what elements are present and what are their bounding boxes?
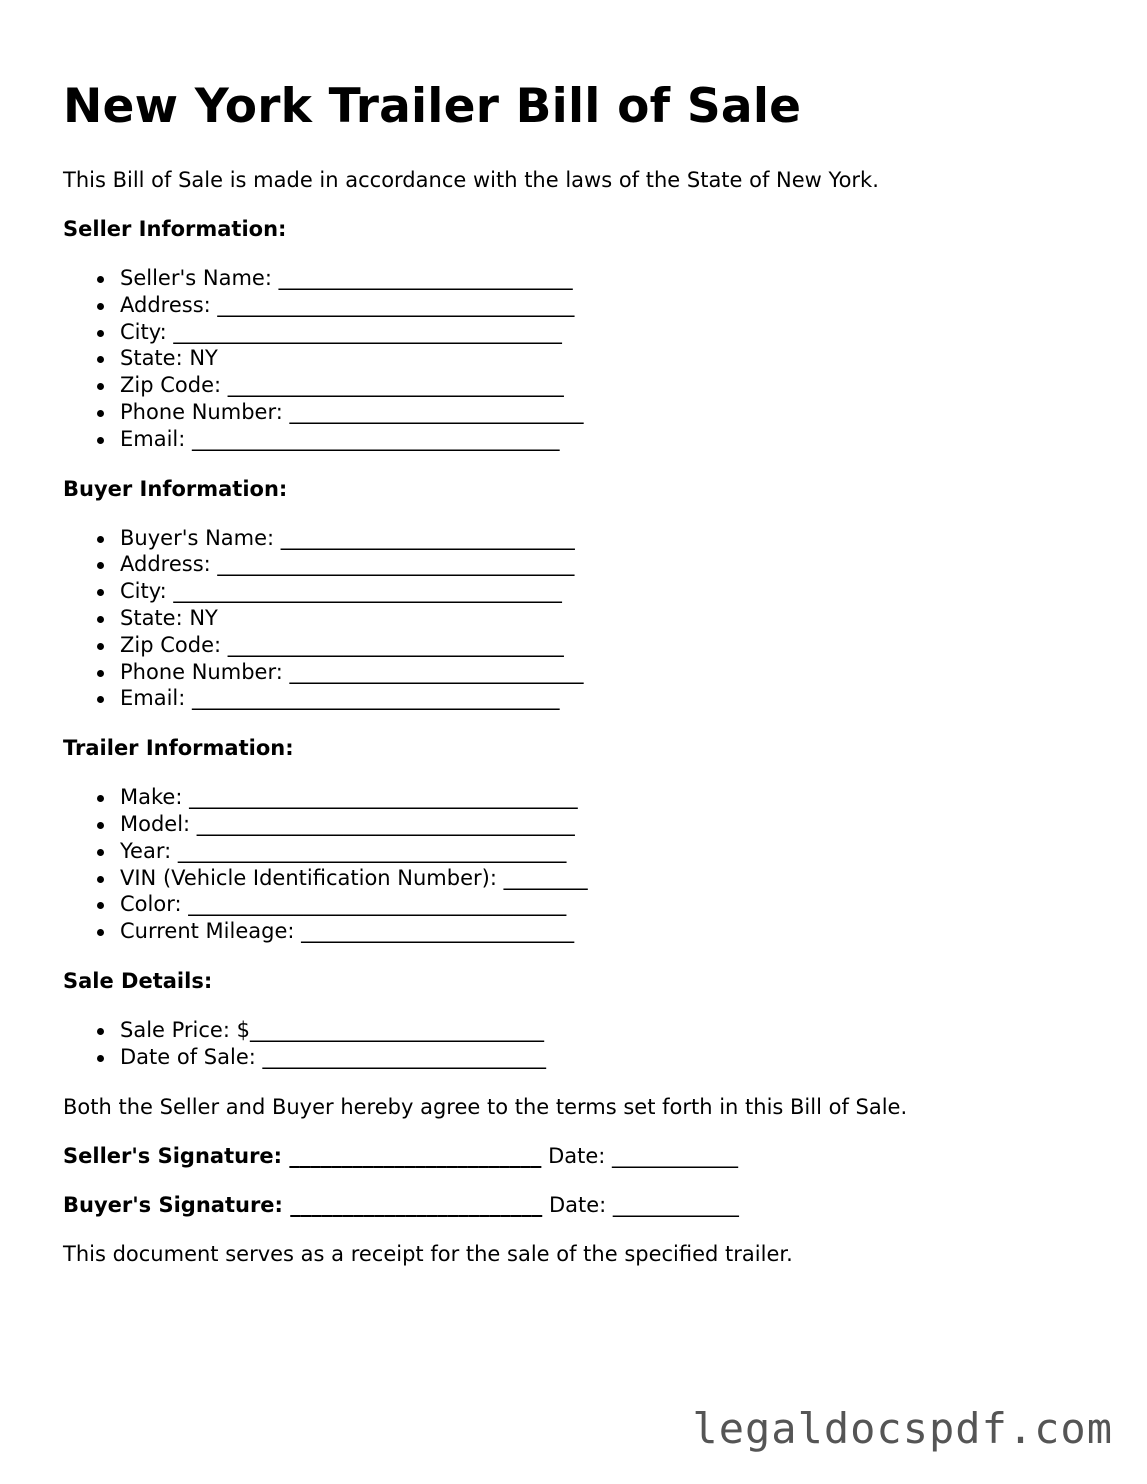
intro-paragraph: This Bill of Sale is made in accordance with the laws of the State of New York.	[63, 168, 879, 192]
sale-heading: Sale Details:	[63, 968, 213, 993]
trailer-make-field: Make: _____________________________________	[120, 784, 1083, 811]
seller-signature-blank: ________________________	[282, 1143, 542, 1168]
seller-signature-line	[63, 1143, 1083, 1169]
closing-paragraph: This document serves as a receipt for the sale of the specified trailer.	[63, 1241, 793, 1266]
seller-name-field: Seller's Name: ____________________________	[120, 265, 1083, 292]
seller-signature-label: Seller's Signature:	[63, 1143, 283, 1168]
buyer-signature-label: Buyer's Signature:	[63, 1192, 283, 1217]
buyer-signature-blank: ________________________	[282, 1192, 543, 1217]
seller-date-blank: ____________	[612, 1143, 739, 1168]
buyer-city-field: City: _____________________________________	[120, 578, 1083, 605]
seller-date-label: Date:	[541, 1143, 613, 1168]
buyer-date-label: Date:	[542, 1192, 613, 1217]
agreement-paragraph: Both the Seller and Buyer hereby agree to the terms set forth in this Bill of Sale.	[63, 1094, 908, 1119]
seller-phone-field: Phone Number: ____________________________	[120, 399, 1083, 426]
document-title: New York Trailer Bill of Sale	[63, 79, 802, 134]
buyer-date-blank: ____________	[612, 1192, 739, 1217]
buyer-zip-field: Zip Code: ________________________________	[120, 632, 1083, 659]
buyer-name-field: Buyer's Name: ____________________________	[120, 525, 1083, 552]
seller-heading: Seller Information:	[63, 217, 287, 241]
sale-price-field: Sale Price: $____________________________	[120, 1017, 1083, 1044]
buyer-state-field: State: NY	[120, 605, 1083, 632]
buyer-phone-field: Phone Number: ____________________________	[120, 659, 1083, 686]
buyer-list	[63, 525, 1083, 713]
buyer-email-field: Email: ___________________________________	[120, 685, 1083, 712]
trailer-list	[63, 784, 1083, 945]
seller-address-field: Address: __________________________________	[120, 292, 1083, 319]
trailer-model-field: Model: ____________________________________	[120, 811, 1083, 838]
watermark: legaldocspdf.com	[692, 1404, 1113, 1453]
document-page	[63, 78, 1083, 1267]
trailer-mileage-field: Current Mileage: __________________________	[120, 918, 1083, 945]
trailer-heading: Trailer Information:	[63, 736, 294, 761]
buyer-address-field: Address: __________________________________	[120, 551, 1083, 578]
seller-list	[63, 265, 1083, 453]
buyer-signature-line	[63, 1192, 1083, 1218]
seller-state-field: State: NY	[120, 345, 1083, 372]
seller-email-field: Email: ___________________________________	[120, 426, 1083, 453]
trailer-color-field: Color: ____________________________________	[120, 891, 1083, 918]
trailer-year-field: Year: _____________________________________	[120, 838, 1083, 865]
sale-list	[63, 1017, 1083, 1071]
sale-date-field: Date of Sale: ___________________________	[120, 1044, 1083, 1071]
trailer-vin-field: VIN (Vehicle Identification Number): ________	[120, 865, 1083, 892]
seller-zip-field: Zip Code: ________________________________	[120, 372, 1083, 399]
buyer-heading: Buyer Information:	[63, 476, 288, 501]
seller-city-field: City: _____________________________________	[120, 319, 1083, 346]
